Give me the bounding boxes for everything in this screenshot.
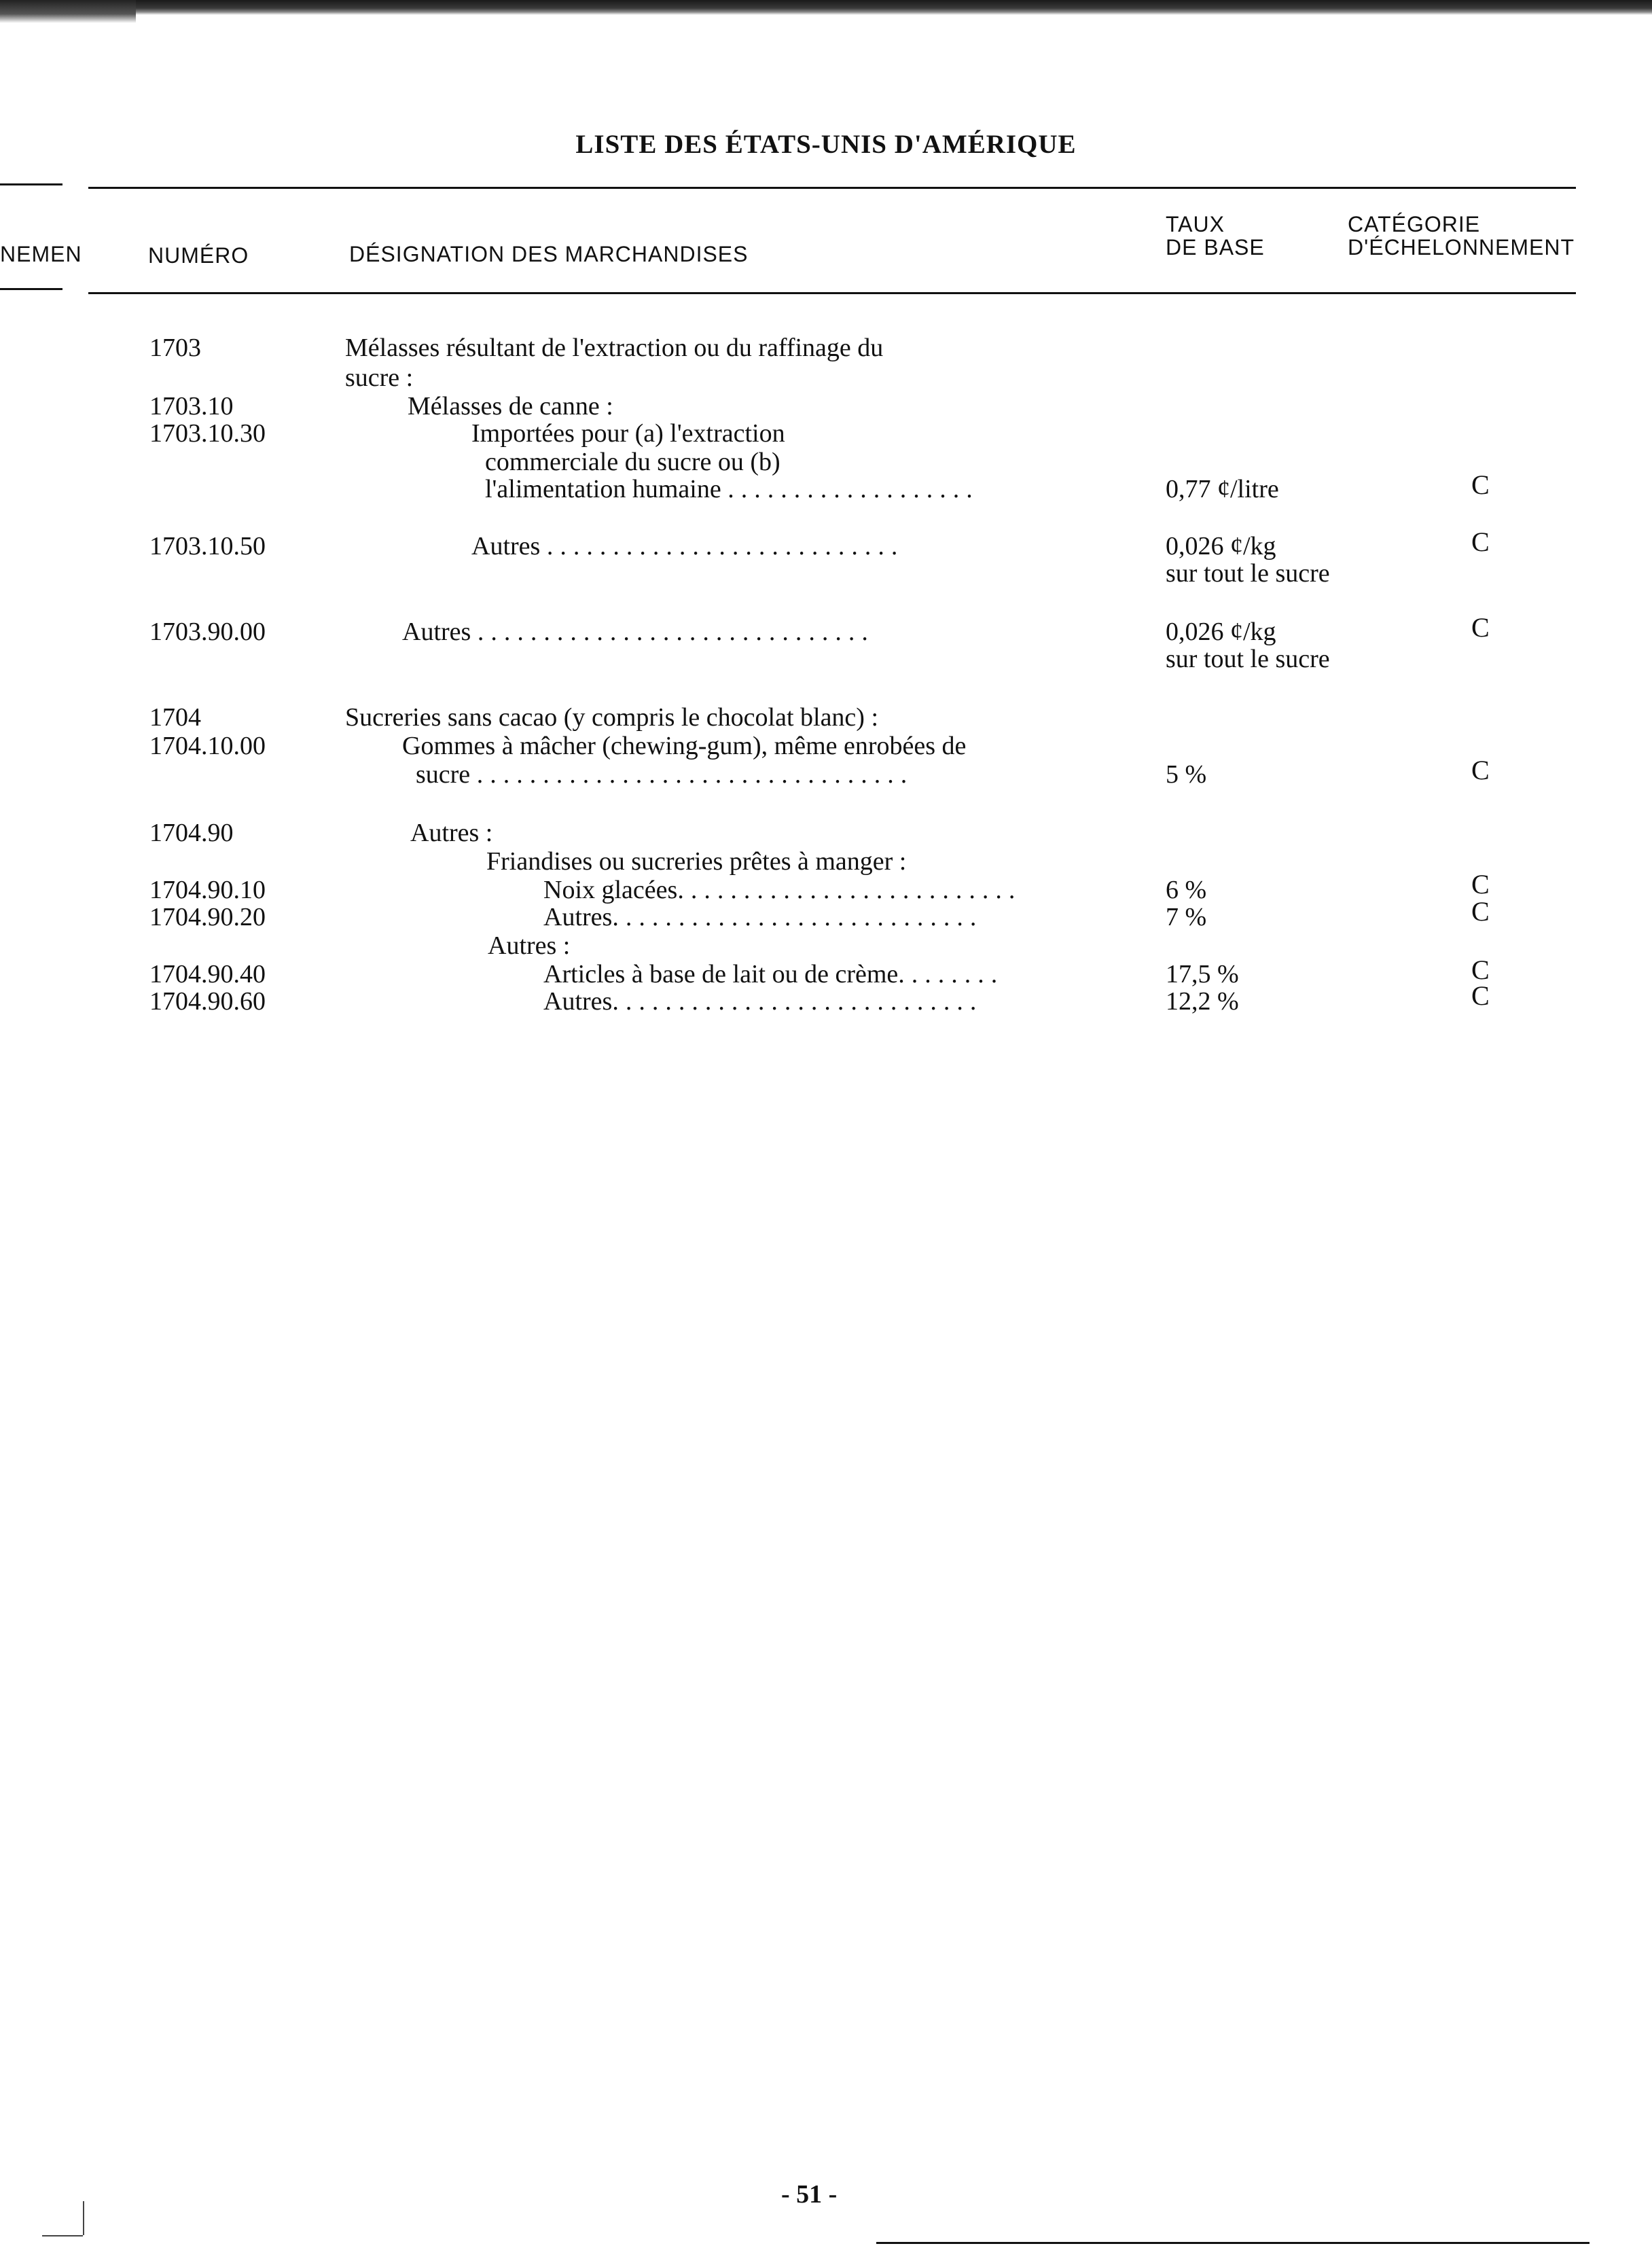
tariff-description: Autres <box>471 532 541 560</box>
leader-dots: .............................. <box>477 618 875 646</box>
base-rate: 17,5 % <box>1166 960 1239 988</box>
tariff-number: 1704.90.10 <box>149 876 266 904</box>
page-title: LISTE DES ÉTATS-UNIS D'AMÉRIQUE <box>575 130 1077 159</box>
base-rate: 5 % <box>1166 760 1207 789</box>
tariff-number: 1703.90.00 <box>149 618 266 646</box>
tariff-description: Autres <box>543 903 613 931</box>
tariff-number: 1703.10.50 <box>149 532 266 560</box>
footer-rule <box>876 2242 1590 2244</box>
staging-category: C <box>1471 869 1490 899</box>
header-numero: NUMÉRO <box>148 243 249 268</box>
base-rate: 0,026 ¢/kg <box>1166 532 1276 560</box>
scan-edge-corner <box>0 0 136 23</box>
margin-mark-bottom <box>42 2235 83 2236</box>
scan-edge-top <box>0 0 1652 15</box>
header-rule-bottom <box>88 292 1576 294</box>
staging-category: C <box>1471 612 1490 643</box>
tariff-number: 1704.90.60 <box>149 987 266 1016</box>
leader-dots: ........ <box>898 960 1005 988</box>
tariff-description: Mélasses de canne : <box>408 392 613 421</box>
leader-dots: ................... <box>728 475 980 503</box>
tariff-number: 1704 <box>149 703 201 732</box>
tariff-description: Mélasses résultant de l'extraction ou du raffinage du <box>345 334 884 362</box>
tariff-number: 1704.90 <box>149 819 234 847</box>
leader-dots: ............................ <box>612 903 984 931</box>
tariff-description-line <box>543 904 983 931</box>
tariff-description: Autres <box>543 987 613 1016</box>
tariff-description-line <box>402 618 875 645</box>
tariff-description: Gommes à mâcher (chewing-gum), même enrobées de <box>402 732 967 760</box>
tariff-description: commerciale du sucre ou (b) <box>485 448 780 476</box>
header-taux-line2: DE BASE <box>1166 235 1265 260</box>
base-rate: 7 % <box>1166 903 1207 931</box>
header-categorie-line1: CATÉGORIE <box>1348 212 1481 236</box>
tariff-number: 1704.90.20 <box>149 903 266 931</box>
tariff-description: Autres : <box>410 819 493 847</box>
tariff-number: 1704.10.00 <box>149 732 266 760</box>
tariff-description-line <box>543 961 1004 988</box>
tariff-description: Sucreries sans cacao (y compris le chocolat blanc) : <box>345 703 879 732</box>
tariff-number: 1703.10.30 <box>149 419 266 448</box>
tariff-description: Importées pour (a) l'extraction <box>471 419 785 448</box>
header-designation: DÉSIGNATION DES MARCHANDISES <box>349 242 749 266</box>
leader-dots: ................................. <box>476 760 914 789</box>
tariff-number: 1703.10 <box>149 392 234 421</box>
tariff-number: 1704.90.40 <box>149 960 266 988</box>
margin-mark-vertical <box>83 2201 84 2235</box>
tariff-description-line <box>543 988 983 1015</box>
base-rate-note: sur tout le sucre <box>1166 559 1330 588</box>
leader-dots: ........................... <box>546 532 905 560</box>
staging-category: C <box>1471 955 1490 985</box>
tariff-description: Autres : <box>488 931 571 960</box>
tariff-description-line <box>485 476 980 503</box>
tariff-description: Friandises ou sucreries prêtes à manger : <box>486 847 907 876</box>
tariff-description-line <box>543 876 1022 904</box>
base-rate-note: sur tout le sucre <box>1166 645 1330 673</box>
margin-rule-bottom <box>0 288 62 290</box>
staging-category: C <box>1471 896 1490 927</box>
tariff-description-line <box>471 533 904 560</box>
header-taux-line1: TAUX <box>1166 212 1225 236</box>
leader-dots: .......................... <box>677 876 1022 904</box>
page-number: - 51 - <box>781 2180 838 2209</box>
header-categorie-line2: D'ÉCHELONNEMENT <box>1348 235 1575 260</box>
tariff-description: Autres <box>402 618 471 646</box>
tariff-description-line <box>416 761 914 788</box>
staging-category: C <box>1471 755 1490 785</box>
base-rate: 6 % <box>1166 876 1207 904</box>
base-rate: 0,026 ¢/kg <box>1166 618 1276 646</box>
staging-category: C <box>1471 527 1490 557</box>
tariff-description: sucre <box>416 760 471 789</box>
staging-category: C <box>1471 469 1490 500</box>
tariff-number: 1703 <box>149 334 201 362</box>
base-rate: 0,77 ¢/litre <box>1166 475 1279 503</box>
tariff-description: l'alimentation humaine <box>485 475 721 503</box>
base-rate: 12,2 % <box>1166 987 1239 1016</box>
tariff-description: Noix glacées <box>543 876 678 904</box>
staging-category: C <box>1471 980 1490 1011</box>
tariff-description: sucre : <box>345 363 414 392</box>
header-rule-top <box>88 187 1576 189</box>
margin-header-fragment: NEMEN <box>0 242 82 266</box>
tariff-description: Articles à base de lait ou de crème <box>543 960 899 988</box>
leader-dots: ............................ <box>612 987 984 1016</box>
margin-rule-top <box>0 183 62 185</box>
